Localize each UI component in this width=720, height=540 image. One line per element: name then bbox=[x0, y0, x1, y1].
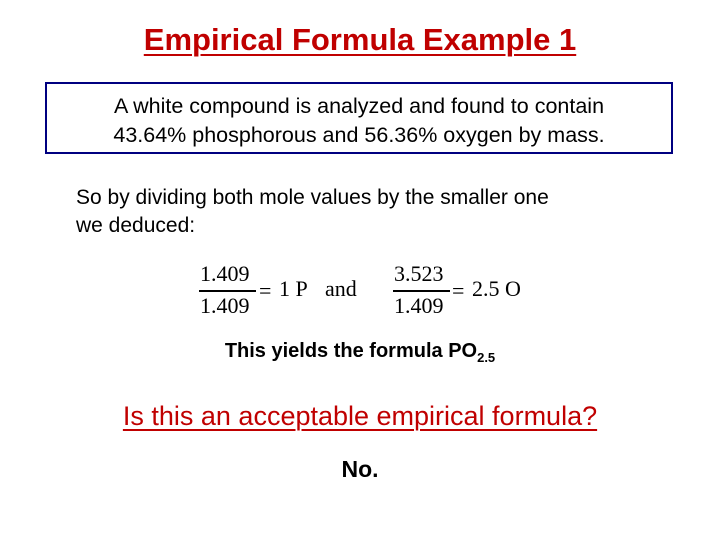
left-result: 1 P bbox=[279, 276, 308, 301]
formula-result-text: This yields the formula PO bbox=[224, 340, 478, 362]
left-denominator: 1.409 bbox=[200, 293, 250, 318]
problem-line-1: A white compound is analyzed and found to contain bbox=[113, 94, 605, 118]
answer-text: No. bbox=[341, 456, 379, 482]
slide-title: Empirical Formula Example 1 bbox=[143, 22, 577, 57]
right-numerator: 3.523 bbox=[394, 261, 444, 286]
right-fraction-bar bbox=[393, 290, 450, 292]
left-numerator: 1.409 bbox=[200, 261, 250, 286]
left-fraction-bar bbox=[199, 290, 256, 292]
deduction-line-2: we deduced: bbox=[76, 214, 196, 237]
question-text: Is this an acceptable empirical formula? bbox=[122, 401, 598, 431]
right-result: 2.5 O bbox=[472, 276, 521, 301]
right-denominator: 1.409 bbox=[394, 293, 444, 318]
deduction-line-1: So by dividing both mole values by the smaller one bbox=[76, 186, 549, 209]
problem-line-2: 43.64% phosphorous and 56.36% oxygen by mass. bbox=[113, 123, 605, 147]
equation-connector: and bbox=[325, 276, 357, 301]
right-equals: = bbox=[452, 278, 465, 303]
left-equals: = bbox=[259, 278, 272, 303]
formula-result bbox=[0, 340, 720, 365]
formula-subscript: 2.5 bbox=[477, 350, 496, 365]
